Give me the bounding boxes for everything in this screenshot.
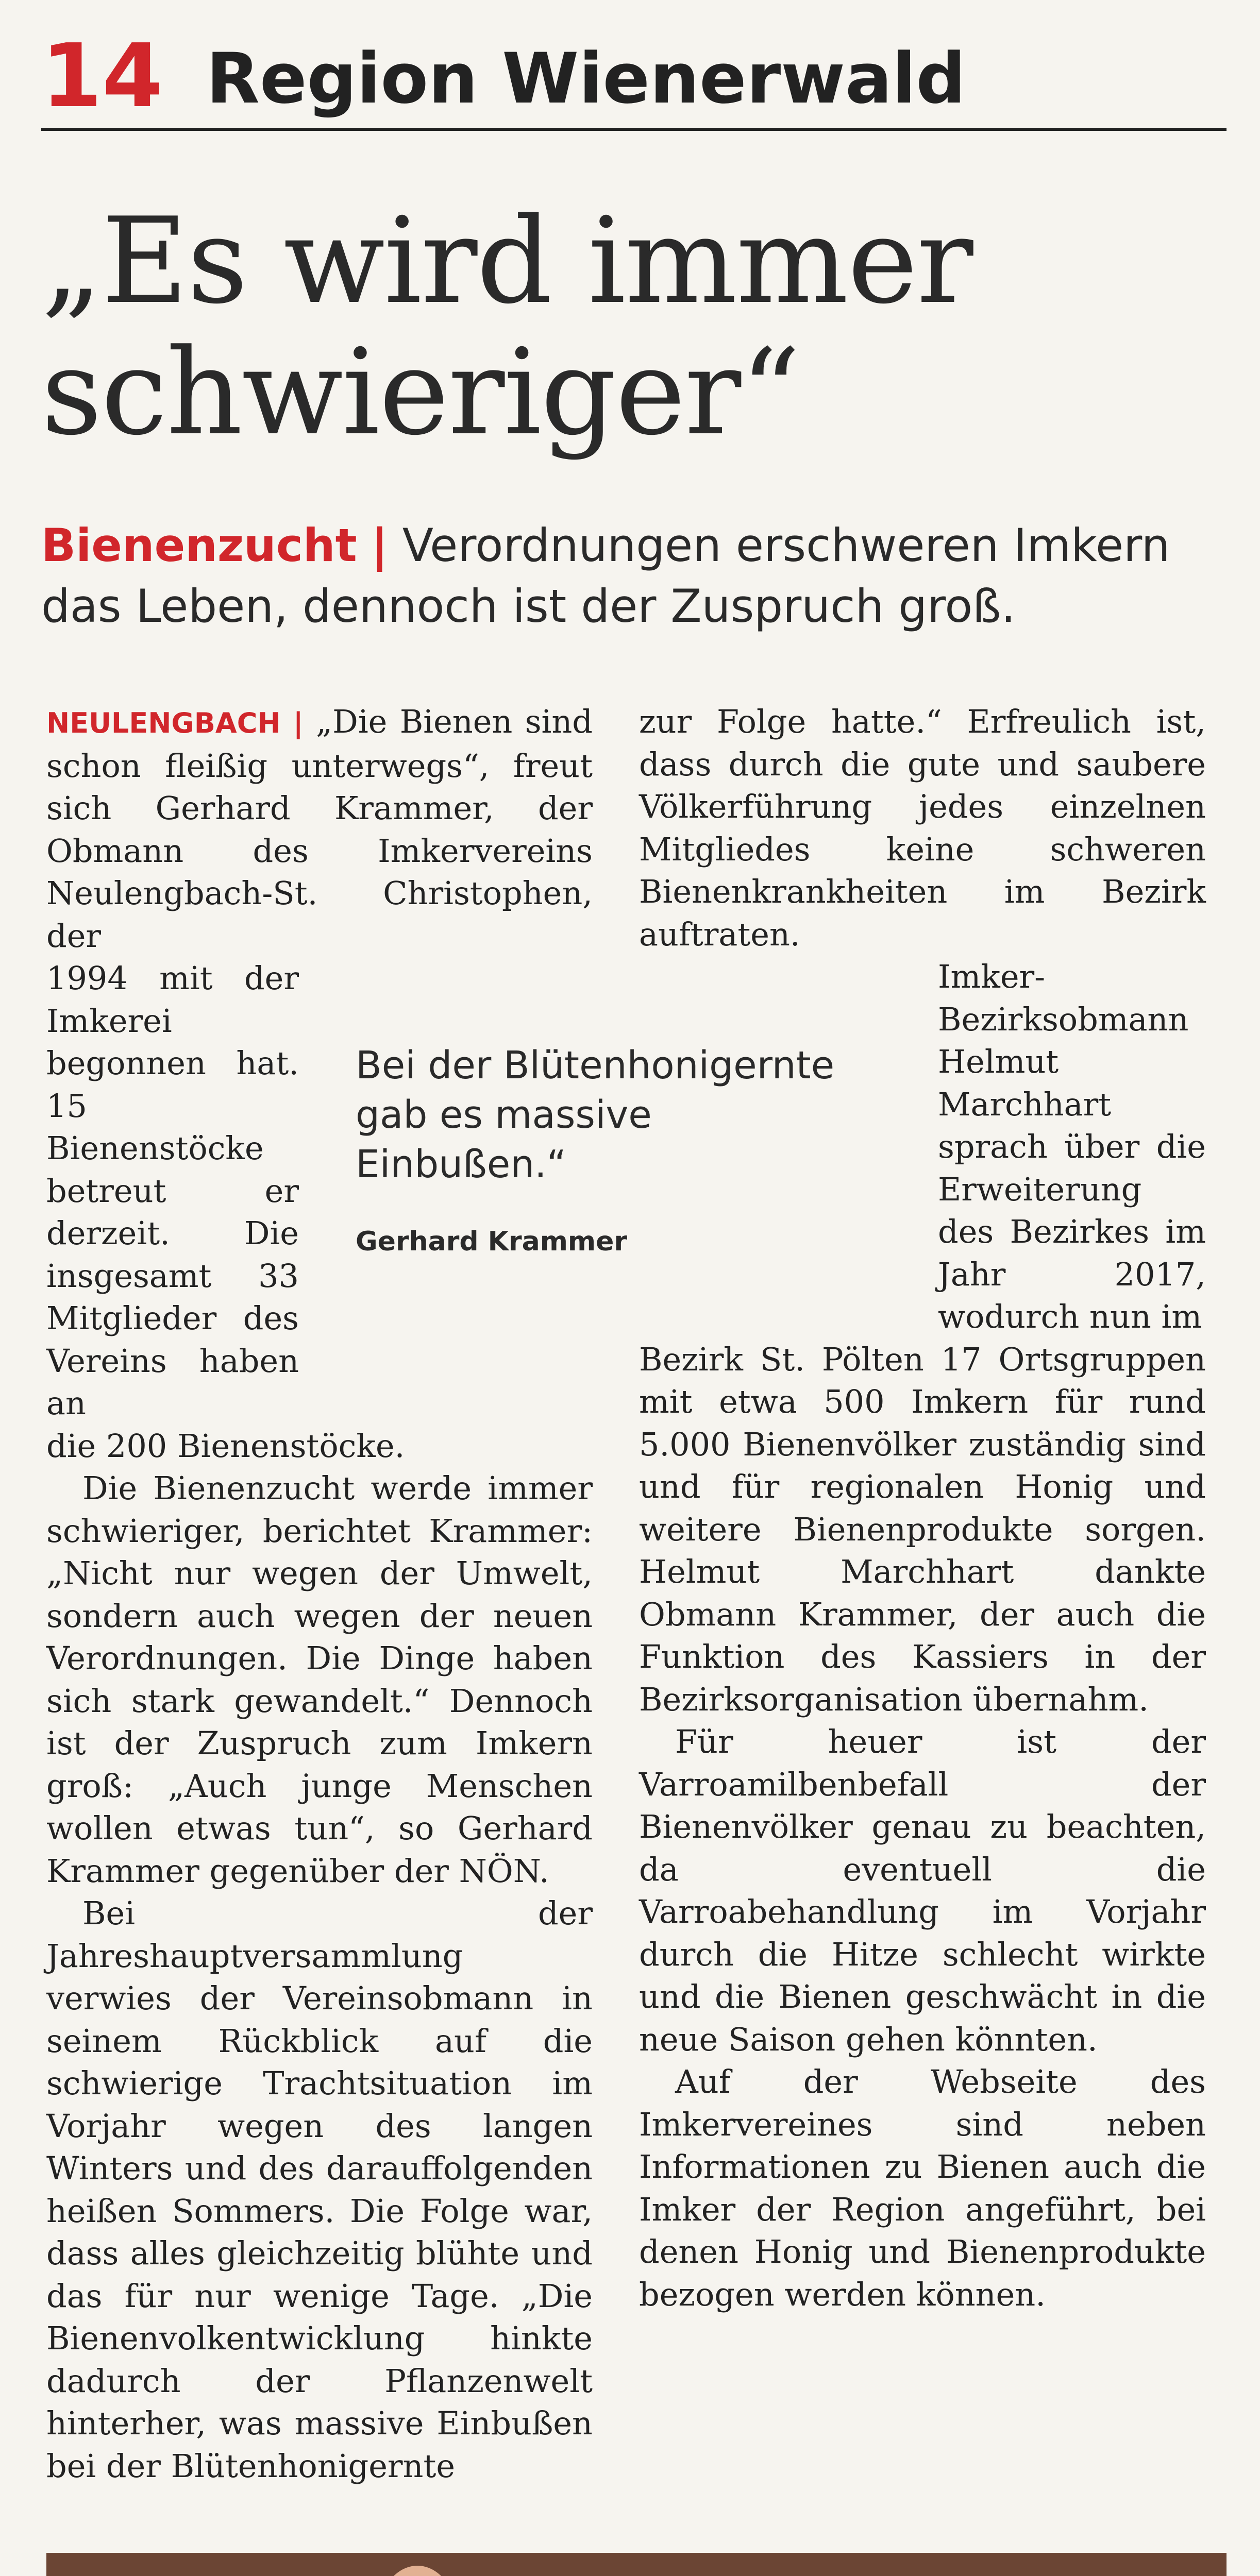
- paragraph-intro-end: die 200 Bienenstöcke.: [46, 1427, 405, 1465]
- paragraph-body: Die Bienenzucht werde immer schwieriger, berichtet Krammer: „Nicht nur wegen der Umwelt, sondern auch wegen der neuen Verordnungen. Die Dinge haben sich stark gewandelt.“ Dennoch ist der Zuspruch zum Imkern groß: „Auch junge Menschen wollen etwas tun“, so Gerhard Krammer gegenüber der NÖN.: [46, 1469, 593, 1890]
- group-photo-illustration: [46, 2553, 1227, 2576]
- paragraph-body: Für heuer ist der Varroamilbenbefall der Bienenvölker genau zu beachten, da eventuell die Varroabehandlung im Vorjahr durch die Hitze schlecht wirkte und die Bienen geschwächt in die neue Saison gehen könnten.: [639, 1723, 1206, 2058]
- paragraph-body: Bezirk St. Pölten 17 Ortsgruppen mit etwa 500 Imkern für rund 5.000 Bienenvölker zuständig sind und für regionalen Honig und weitere Bienenprodukte sorgen. Helmut Marchhart dankte Obmann Krammer, der auch die Funktion des Kassiers in der Bezirksorganisation übernahm.: [639, 1340, 1206, 1718]
- subhead-text-1: Verordnungen erschweren Imkern: [402, 519, 1170, 572]
- article-column-left: [46, 701, 593, 2487]
- article-column-right: [639, 701, 1206, 2316]
- headline-line-2: schwieriger“: [41, 324, 800, 462]
- subhead-kicker: Bienenzucht: [41, 519, 357, 572]
- paragraph-body: zur Folge hatte.“ Erfreulich ist, dass durch die gute und saubere Völkerführung jedes einzelnen Mitgliedes keine schweren Bienenkrankheiten im Bezirk auftraten.: [639, 703, 1206, 953]
- subhead-line-1: [41, 515, 1227, 576]
- subhead-separator: |: [371, 519, 388, 572]
- dateline: NEULENGBACH: [46, 707, 281, 739]
- group-photo: [46, 2553, 1227, 2576]
- pull-quote: Bei der Blütenhonigernte gab es massive Einbußen.“: [356, 1043, 835, 1187]
- intro-text: „Die Bienen sind schon fleißig unterwegs“, freut sich Gerhard Krammer, der Obmann des Imkervereins Neulengbach-St. Christophen, der: [46, 703, 593, 955]
- article-subheadline: [41, 515, 1227, 637]
- subhead-text-2: das Leben, dennoch ist der Zuspruch groß.: [41, 580, 1016, 633]
- pull-quote-author: Gerhard Krammer: [356, 1226, 627, 1257]
- paragraph-body-narrow: Imker-Bezirksobmann Helmut Marchhart sprach über die Erweiterung des Bezirkes im Jahr 2017, wodurch nun im: [938, 958, 1206, 1335]
- article-headline: [41, 193, 1227, 462]
- page-number: 14: [41, 25, 163, 127]
- paragraph-body: Bei der Jahreshauptversammlung verwies der Vereinsobmann in seinem Rückblick auf die schwierige Trachtsituation im Vorjahr wegen des langen Winters und des darauffolgenden heißen Sommers. Die Folge war, dass alles gleichzeitig blühte und das für nur wenige Tage. „Die Bienenvolkentwicklung hinkte dadurch der Pflanzenwelt hinterher, was massive Einbußen bei der Blütenhonigernte: [46, 1894, 593, 2485]
- paragraph-intro: [46, 701, 593, 957]
- paragraph-body: Auf der Webseite des Imkervereines sind neben Informationen zu Bienen auch die Imker der Region angeführt, bei denen Honig und Bienenprodukte bezogen werden können.: [639, 2063, 1206, 2313]
- headline-line-1: „Es wird immer: [41, 193, 972, 330]
- paragraph-intro-narrow: 1994 mit der Imkerei begonnen hat. 15 Bienenstöcke betreut er derzeit. Die insgesamt 33 Mitglieder des Vereins haben an: [46, 959, 299, 1422]
- page-header: [41, 25, 1227, 131]
- section-title: Region Wienerwald: [206, 38, 966, 119]
- dateline-separator: |: [293, 707, 304, 739]
